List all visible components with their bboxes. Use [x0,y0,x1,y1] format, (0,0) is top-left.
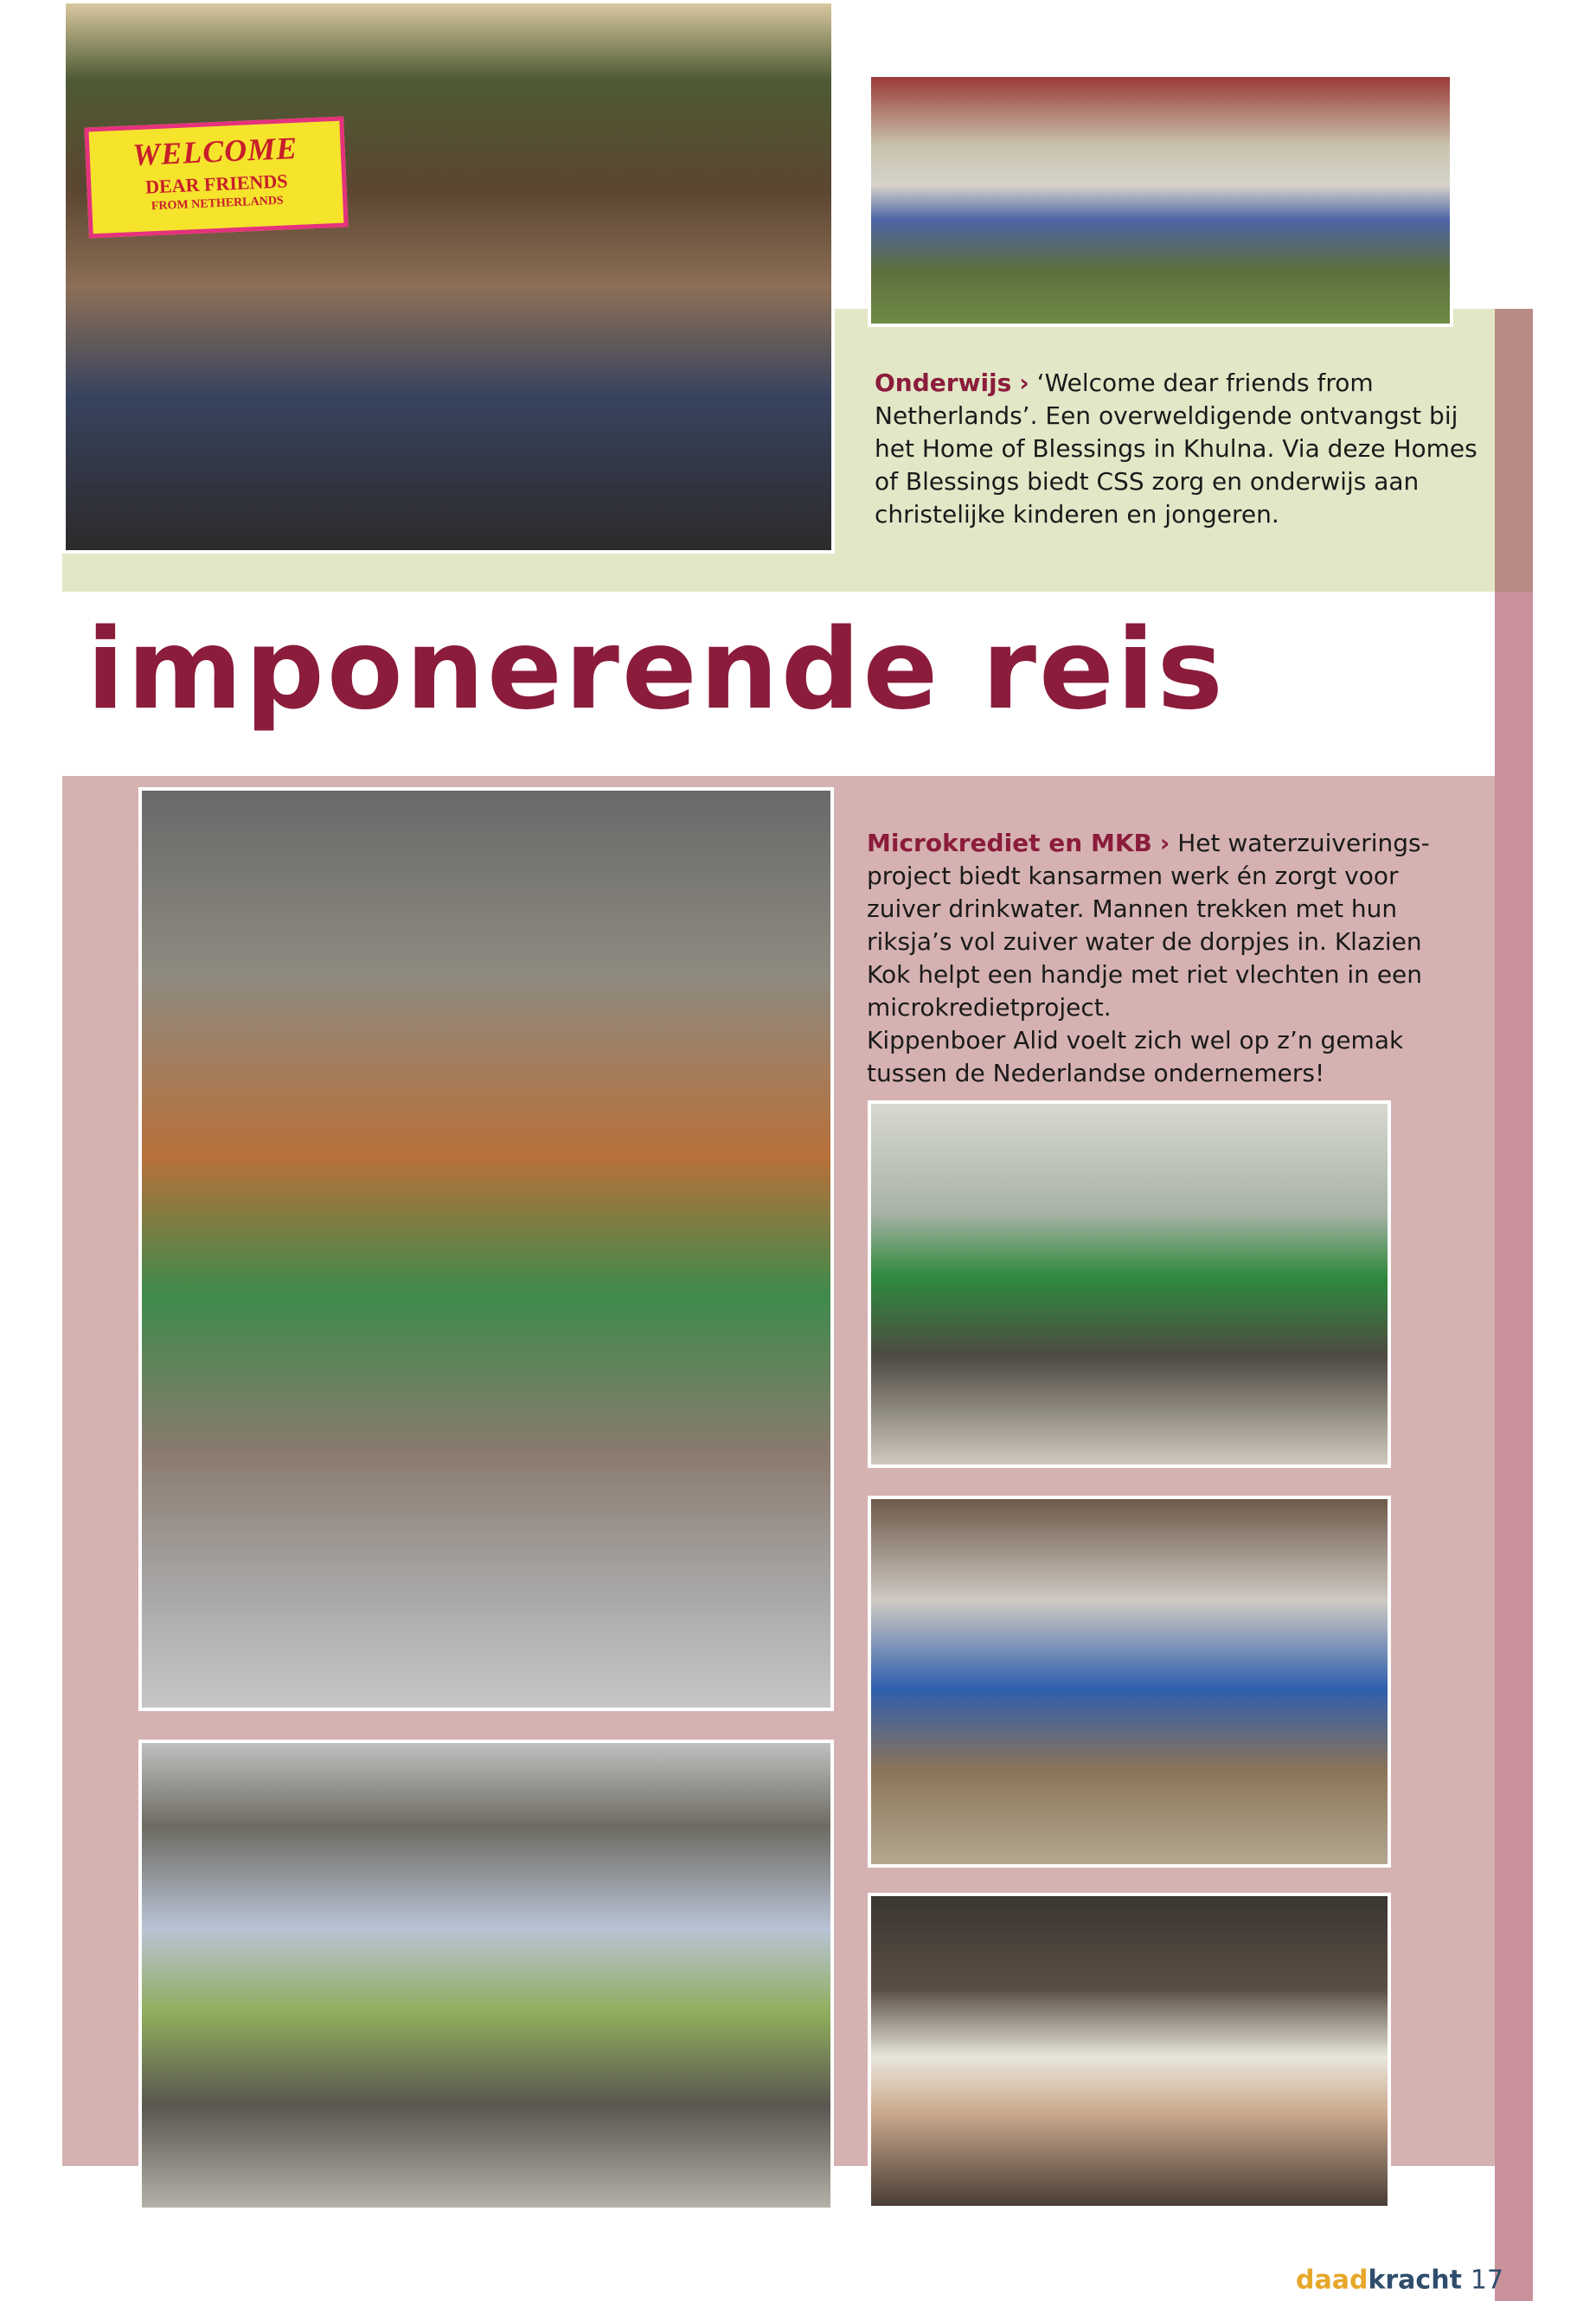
caption-microkrediet-lead: Microkrediet en MKB [867,829,1152,857]
page-headline: imponerende reis [87,606,1226,734]
page-footer [1296,2266,1503,2296]
caption-onderwijs-line: het Home of Blessings in Khulna. Via deze Homes [875,434,1477,463]
photo-water-rickshaw [868,1100,1391,1468]
caption-microkrediet-line: Kok helpt een handje met riet vlechten in een [867,960,1423,989]
caption-onderwijs-line: christelijke kinderen en jongeren. [875,500,1279,529]
side-bar-pink [1495,592,1533,2301]
photo-children-dance [868,74,1453,327]
brand-name-part2: kracht [1368,2265,1462,2296]
banner-line-2: DEAR FRIENDS [144,170,288,198]
caption-microkrediet-line: zuiver drinkwater. Mannen trekken met hun [867,894,1398,923]
caption-microkrediet [867,827,1490,1090]
photo-reed-weaving [868,1496,1391,1868]
caption-onderwijs [875,367,1480,531]
caption-onderwijs-lead: Onderwijs [875,369,1012,397]
caption-microkrediet-line: project biedt kansarmen werk én zorgt voor [867,862,1399,890]
banner-line-3: FROM NETHERLANDS [151,194,285,214]
photo-women-water-pots [138,787,834,1711]
caption-onderwijs-line: Netherlands’. Een overweldigende ontvangst bij [875,401,1458,430]
welcome-banner [84,117,348,239]
photo-chicken-farmer [868,1893,1391,2209]
side-bar-dark [1495,309,1533,592]
photo-group-entrepreneurs [138,1740,834,2211]
caption-microkrediet-line: Kippenboer Alid voelt zich wel op z’n gemak [867,1026,1404,1054]
caption-microkrediet-line: Het waterzuiverings- [1177,829,1430,857]
chevron-right-icon: › [1019,369,1029,397]
caption-microkrediet-line: riksja’s vol zuiver water de dorpjes in. Klazien [867,927,1422,956]
chevron-right-icon: › [1159,829,1170,857]
caption-microkrediet-line: tussen de Nederlandse ondernemers! [867,1059,1325,1087]
banner-line-1: WELCOME [131,130,298,173]
caption-microkrediet-line: microkredietproject. [867,993,1112,1022]
page-number: 17 [1470,2265,1504,2296]
caption-onderwijs-line: ‘Welcome dear friends from [1036,369,1374,397]
photo-welcome-procession [62,0,835,554]
brand-name-part1: daad [1296,2265,1368,2296]
caption-onderwijs-line: of Blessings biedt CSS zorg en onderwijs aan [875,467,1420,496]
